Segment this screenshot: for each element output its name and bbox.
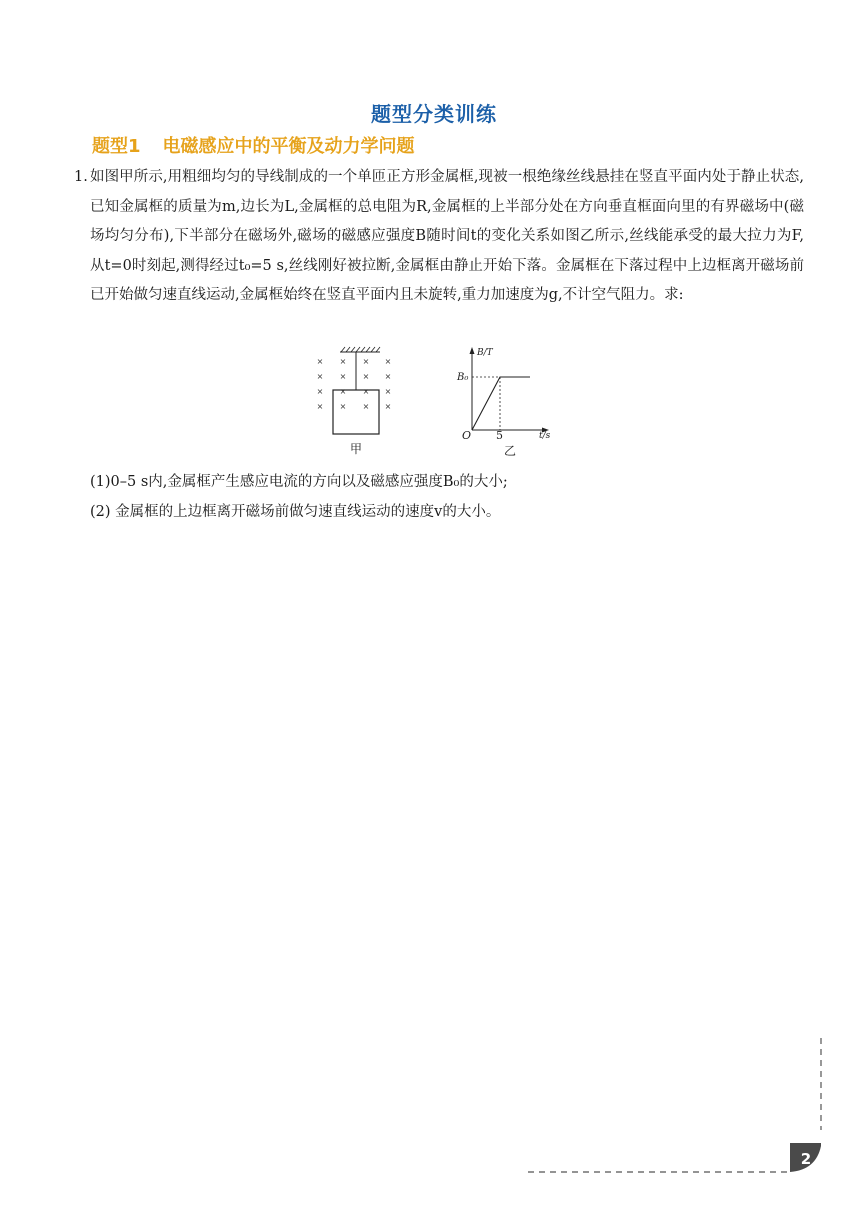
svg-text:×: × (362, 387, 370, 396)
svg-text:×: × (362, 357, 370, 366)
problem-number: 1. (74, 169, 88, 185)
figure-yi-caption: 乙 (503, 444, 517, 458)
origin-label: O (462, 429, 472, 442)
svg-text:×: × (316, 372, 324, 381)
svg-text:×: × (316, 402, 324, 411)
figure-yi (456, 347, 551, 458)
topic-number: 题型1 (92, 136, 141, 157)
svg-text:×: × (339, 357, 347, 366)
page-footer-decoration (520, 1030, 830, 1180)
topic-title (92, 132, 415, 158)
metal-frame (333, 390, 379, 434)
svg-text:×: × (384, 372, 392, 381)
svg-text:×: × (384, 402, 392, 411)
svg-text:×: × (362, 402, 370, 411)
field-crosses (317, 357, 392, 411)
svg-text:×: × (316, 357, 324, 366)
y-axis-label: B/T (477, 348, 493, 358)
svg-text:×: × (339, 387, 347, 396)
questions (90, 467, 810, 527)
section-title: 题型分类训练 (371, 102, 497, 126)
topic-name: 电磁感应中的平衡及动力学问题 (162, 136, 415, 157)
x-axis-label: t/s (539, 431, 551, 441)
x-tick-5: 5 (496, 429, 503, 442)
figure-jia (317, 347, 392, 456)
svg-text:×: × (362, 372, 370, 381)
figure-jia-caption: 甲 (349, 442, 363, 456)
problem-text: 如图甲所示,用粗细均匀的导线制成的一个单匝正方形金属框,现被一根绝缘丝线悬挂在竖直平面内处于静止状态,已知金属框的质量为m,边长为L,金属框的总电阻为R,金属框的上半部分处在方向垂直框面向里的有界磁场中(磁场均匀分布),下半部分在磁场外,磁场的磁感应强度B随时间t的变化关系如图乙所示,丝线能承受的最大拉力为F,从t=0时刻起,测得经过t₀=5 s,丝线刚好被拉断,金属框由静止开始下落。金属框在下落过程中上边框离开磁场前已开始做匀速直线运动,金属框始终在竖直平面内且未旋转,重力加速度为g,不计空气阻力。求: (90, 169, 804, 303)
problem-figures (300, 345, 580, 460)
page-number: 2 (800, 1150, 812, 1168)
question-1: (1)0–5 s内,金属框产生感应电流的方向以及磁感应强度B₀的大小; (90, 474, 508, 490)
svg-text:×: × (316, 387, 324, 396)
svg-text:×: × (384, 387, 392, 396)
svg-text:×: × (339, 402, 347, 411)
svg-text:×: × (339, 372, 347, 381)
question-2: (2) 金属框的上边框离开磁场前做匀速直线运动的速度v的大小。 (90, 504, 501, 520)
y-tick-b0: B₀ (457, 372, 469, 383)
problem-1 (74, 163, 804, 311)
b-t-line (472, 377, 530, 430)
svg-text:×: × (384, 357, 392, 366)
